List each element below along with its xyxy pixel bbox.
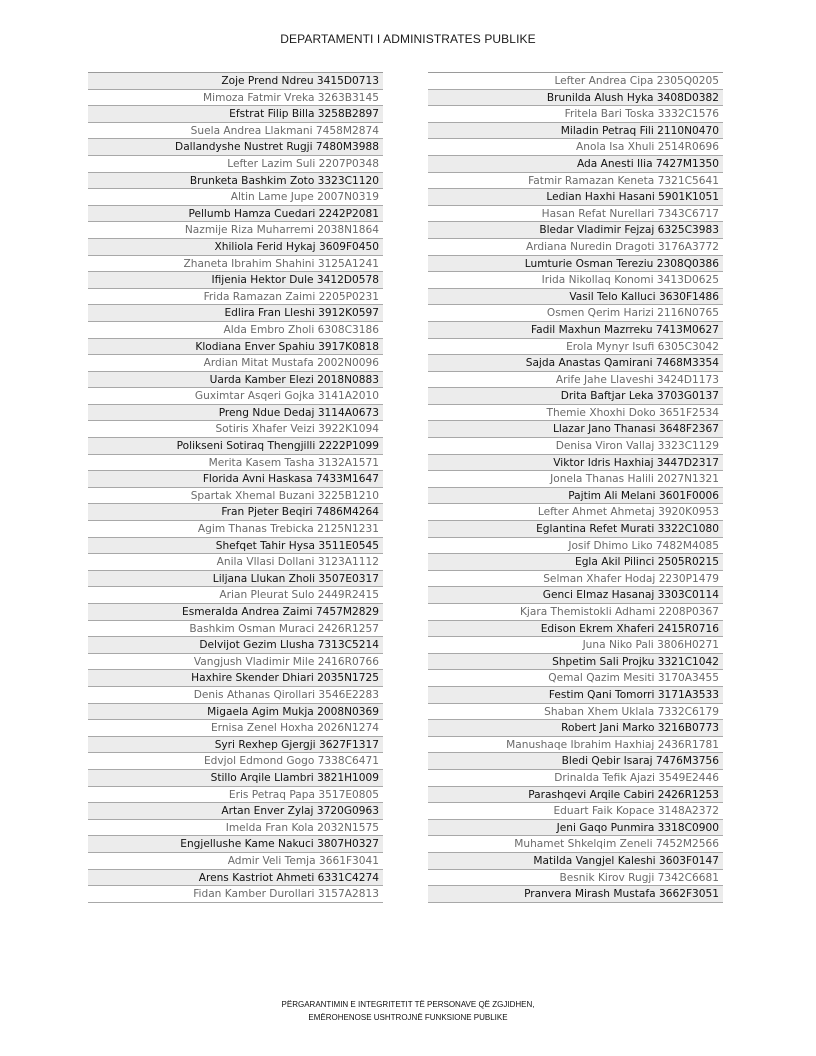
list-item: Imelda Fran Kola 2032N1575	[88, 820, 383, 837]
list-item: Edvjol Edmond Gogo 7338C6471	[88, 753, 383, 770]
list-item: Zoje Prend Ndreu 3415D0713	[88, 73, 383, 90]
list-item: Migaela Agim Mukja 2008N0369	[88, 704, 383, 721]
list-item: Delvijot Gezim Llusha 7313C5214	[88, 637, 383, 654]
list-item: Guximtar Asqeri Gojka 3141A2010	[88, 388, 383, 405]
list-item: Festim Qani Tomorri 3171A3533	[428, 687, 723, 704]
list-item: Liljana Llukan Zholi 3507E0317	[88, 571, 383, 588]
list-item: Robert Jani Marko 3216B0773	[428, 720, 723, 737]
list-item: Edison Ekrem Xhaferi 2415R0716	[428, 621, 723, 638]
list-item: Drita Baftjar Leka 3703G0137	[428, 388, 723, 405]
list-item: Ernisa Zenel Hoxha 2026N1274	[88, 720, 383, 737]
list-item: Ardian Mitat Mustafa 2002N0096	[88, 355, 383, 372]
list-item: Vangjush Vladimir Mile 2416R0766	[88, 654, 383, 671]
list-item: Polikseni Sotiraq Thengjilli 2222P1099	[88, 438, 383, 455]
list-item: Juna Niko Pali 3806H0271	[428, 637, 723, 654]
list-item: Engjellushe Kame Nakuci 3807H0327	[88, 836, 383, 853]
list-item: Drinalda Tefik Ajazi 3549E2446	[428, 770, 723, 787]
list-item: Kjara Themistokli Adhami 2208P0367	[428, 604, 723, 621]
list-item: Miladin Petraq Fili 2110N0470	[428, 123, 723, 140]
list-item: Egla Akil Pilinci 2505R0215	[428, 554, 723, 571]
list-item: Fidan Kamber Durollari 3157A2813	[88, 886, 383, 903]
page-footer	[0, 998, 816, 1024]
list-item: Josif Dhimo Liko 7482M4085	[428, 538, 723, 555]
list-item: Eris Petraq Papa 3517E0805	[88, 787, 383, 804]
list-item: Agim Thanas Trebicka 2125N1231	[88, 521, 383, 538]
list-item: Erola Mynyr Isufi 6305C3042	[428, 339, 723, 356]
list-item: Denis Athanas Qirollari 3546E2283	[88, 687, 383, 704]
list-item: Stillo Arqile Llambri 3821H1009	[88, 770, 383, 787]
list-item: Lumturie Osman Tereziu 2308Q0386	[428, 256, 723, 273]
list-item: Admir Veli Temja 3661F3041	[88, 853, 383, 870]
footer-line-2: EMËROHENOSE USHTROJNË FUNKSIONE PUBLIKE	[308, 1013, 508, 1022]
list-item: Jonela Thanas Halili 2027N1321	[428, 471, 723, 488]
list-item: Klodiana Enver Spahiu 3917K0818	[88, 339, 383, 356]
list-item: Fadil Maxhun Mazrreku 7413M0627	[428, 322, 723, 339]
list-item: Lefter Andrea Cipa 2305Q0205	[428, 73, 723, 90]
list-item: Sajda Anastas Qamirani 7468M3354	[428, 355, 723, 372]
page-title: DEPARTAMENTI I ADMINISTRATES PUBLIKE	[280, 32, 536, 46]
footer-line-1: PËRGARANTIMIN E INTEGRITETIT TË PERSONAVE QË ZGJIDHEN,	[281, 1000, 535, 1009]
right-name-list	[428, 72, 723, 903]
list-item: Pajtim Ali Melani 3601F0006	[428, 488, 723, 505]
list-item: Qemal Qazim Mesiti 3170A3455	[428, 670, 723, 687]
list-item: Irida Nikollaq Konomi 3413D0625	[428, 272, 723, 289]
list-item: Brunilda Alush Hyka 3408D0382	[428, 90, 723, 107]
list-item: Xhiliola Ferid Hykaj 3609F0450	[88, 239, 383, 256]
list-item: Alda Embro Zholi 6308C3186	[88, 322, 383, 339]
list-item: Fritela Bari Toska 3332C1576	[428, 106, 723, 123]
list-item: Anila Vllasi Dollani 3123A1112	[88, 554, 383, 571]
list-item: Arens Kastriot Ahmeti 6331C4274	[88, 870, 383, 887]
list-item: Spartak Xhemal Buzani 3225B1210	[88, 488, 383, 505]
list-item: Mimoza Fatmir Vreka 3263B3145	[88, 90, 383, 107]
list-item: Artan Enver Zylaj 3720G0963	[88, 803, 383, 820]
list-item: Ardiana Nuredin Dragoti 3176A3772	[428, 239, 723, 256]
list-item: Bledar Vladimir Fejzaj 6325C3983	[428, 222, 723, 239]
list-item: Osmen Qerim Harizi 2116N0765	[428, 305, 723, 322]
list-item: Shaban Xhem Uklala 7332C6179	[428, 704, 723, 721]
list-item: Arife Jahe Llaveshi 3424D1173	[428, 372, 723, 389]
list-item: Nazmije Riza Muharremi 2038N1864	[88, 222, 383, 239]
list-item: Eduart Faik Kopace 3148A2372	[428, 803, 723, 820]
left-name-list	[88, 72, 383, 903]
list-item: Fatmir Ramazan Keneta 7321C5641	[428, 173, 723, 190]
list-item: Preng Ndue Dedaj 3114A0673	[88, 405, 383, 422]
list-item: Genci Elmaz Hasanaj 3303C0114	[428, 587, 723, 604]
list-item: Bledi Qebir Isaraj 7476M3756	[428, 753, 723, 770]
list-item: Shpetim Sali Projku 3321C1042	[428, 654, 723, 671]
list-item: Fran Pjeter Beqiri 7486M4264	[88, 504, 383, 521]
list-item: Hasan Refat Nurellari 7343C6717	[428, 206, 723, 223]
list-item: Denisa Viron Vallaj 3323C1129	[428, 438, 723, 455]
list-item: Parashqevi Arqile Cabiri 2426R1253	[428, 787, 723, 804]
list-item: Zhaneta Ibrahim Shahini 3125A1241	[88, 256, 383, 273]
list-item: Pellumb Hamza Cuedari 2242P2081	[88, 206, 383, 223]
list-item: Besnik Kirov Rugji 7342C6681	[428, 870, 723, 887]
list-item: Lefter Lazim Suli 2207P0348	[88, 156, 383, 173]
list-item: Pranvera Mirash Mustafa 3662F3051	[428, 886, 723, 903]
list-item: Sotiris Xhafer Veizi 3922K1094	[88, 421, 383, 438]
list-item: Altin Lame Jupe 2007N0319	[88, 189, 383, 206]
list-item: Haxhire Skender Dhiari 2035N1725	[88, 670, 383, 687]
list-item: Viktor Idris Haxhiaj 3447D2317	[428, 455, 723, 472]
list-item: Florida Avni Haskasa 7433M1647	[88, 471, 383, 488]
list-item: Ifijenia Hektor Dule 3412D0578	[88, 272, 383, 289]
list-item: Manushaqe Ibrahim Haxhiaj 2436R1781	[428, 737, 723, 754]
list-item: Selman Xhafer Hodaj 2230P1479	[428, 571, 723, 588]
list-item: Lefter Ahmet Ahmetaj 3920K0953	[428, 504, 723, 521]
list-item: Efstrat Filip Billa 3258B2897	[88, 106, 383, 123]
list-item: Themie Xhoxhi Doko 3651F2534	[428, 405, 723, 422]
list-item: Ledian Haxhi Hasani 5901K1051	[428, 189, 723, 206]
list-item: Merita Kasem Tasha 3132A1571	[88, 455, 383, 472]
list-item: Edlira Fran Lleshi 3912K0597	[88, 305, 383, 322]
list-item: Brunketa Bashkim Zoto 3323C1120	[88, 173, 383, 190]
list-item: Matilda Vangjel Kaleshi 3603F0147	[428, 853, 723, 870]
list-item: Dallandyshe Nustret Rugji 7480M3988	[88, 139, 383, 156]
list-item: Jeni Gaqo Punmira 3318C0900	[428, 820, 723, 837]
list-item: Llazar Jano Thanasi 3648F2367	[428, 421, 723, 438]
list-item: Anola Isa Xhuli 2514R0696	[428, 139, 723, 156]
list-item: Syri Rexhep Gjergji 3627F1317	[88, 737, 383, 754]
list-item: Suela Andrea Llakmani 7458M2874	[88, 123, 383, 140]
list-item: Arian Pleurat Sulo 2449R2415	[88, 587, 383, 604]
list-item: Uarda Kamber Elezi 2018N0883	[88, 372, 383, 389]
list-item: Frida Ramazan Zaimi 2205P0231	[88, 289, 383, 306]
list-item: Vasil Telo Kalluci 3630F1486	[428, 289, 723, 306]
list-item: Ada Anesti Ilia 7427M1350	[428, 156, 723, 173]
list-item: Eglantina Refet Murati 3322C1080	[428, 521, 723, 538]
list-item: Bashkim Osman Muraci 2426R1257	[88, 621, 383, 638]
list-item: Esmeralda Andrea Zaimi 7457M2829	[88, 604, 383, 621]
list-item: Muhamet Shkelqim Zeneli 7452M2566	[428, 836, 723, 853]
list-item: Shefqet Tahir Hysa 3511E0545	[88, 538, 383, 555]
